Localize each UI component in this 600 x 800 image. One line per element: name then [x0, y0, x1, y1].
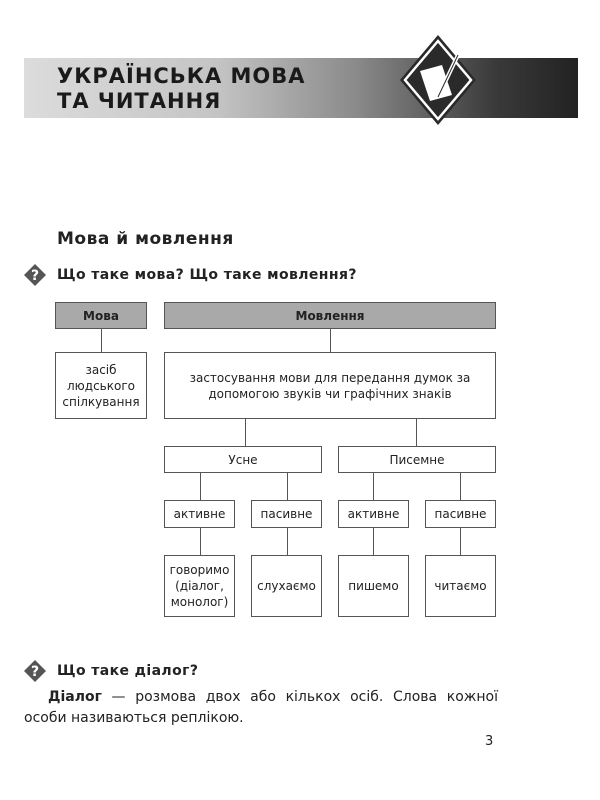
written-box: Писемне [338, 446, 496, 473]
connector [460, 528, 461, 555]
written-active-example: пишемо [338, 555, 409, 617]
connector [287, 473, 288, 500]
oral-box: Усне [164, 446, 322, 473]
connector [373, 528, 374, 555]
mova-box: Мова [55, 302, 147, 329]
subject-title [57, 64, 306, 114]
oral-passive-box: пасивне [251, 500, 322, 528]
connector [460, 473, 461, 500]
notebook-pen-icon [398, 33, 478, 128]
definition-term: Діалог [48, 689, 102, 705]
connector [416, 419, 417, 446]
connector [101, 329, 102, 352]
oral-active-example: говоримо (діалог, монолог) [164, 555, 235, 617]
movlennia-box: Мовлення [164, 302, 496, 329]
movlennia-definition: застосування мови для передання думок за допомогою звуків чи графічних знаків [164, 352, 496, 419]
connector [245, 419, 246, 446]
oral-active-box: активне [164, 500, 235, 528]
mova-definition: засіб людського спілкування [55, 352, 147, 419]
question-diamond-icon [23, 263, 47, 287]
question-heading: Що таке мова? Що таке мовлення? [57, 267, 357, 283]
definition-paragraph [24, 687, 498, 729]
svg-text:?: ? [30, 664, 40, 680]
connector [373, 473, 374, 500]
oral-passive-example: слухаємо [251, 555, 322, 617]
question-heading: Що таке діалог? [57, 663, 199, 679]
connector [200, 528, 201, 555]
page-number: 3 [485, 734, 494, 749]
written-passive-box: пасивне [425, 500, 496, 528]
written-active-box: активне [338, 500, 409, 528]
written-passive-example: читаємо [425, 555, 496, 617]
connector [287, 528, 288, 555]
connector [200, 473, 201, 500]
definition-text: — розмова двох або кількох осіб. Слова кожної особи називаються реплікою. [24, 689, 498, 726]
connector [330, 329, 331, 352]
svg-text:?: ? [30, 268, 40, 284]
title-line-1: УКРАЇНСЬКА МОВА [57, 64, 306, 88]
question-diamond-icon [23, 659, 47, 683]
title-line-2: ТА ЧИТАННЯ [57, 89, 222, 113]
section-title: Мова й мовлення [57, 229, 234, 249]
